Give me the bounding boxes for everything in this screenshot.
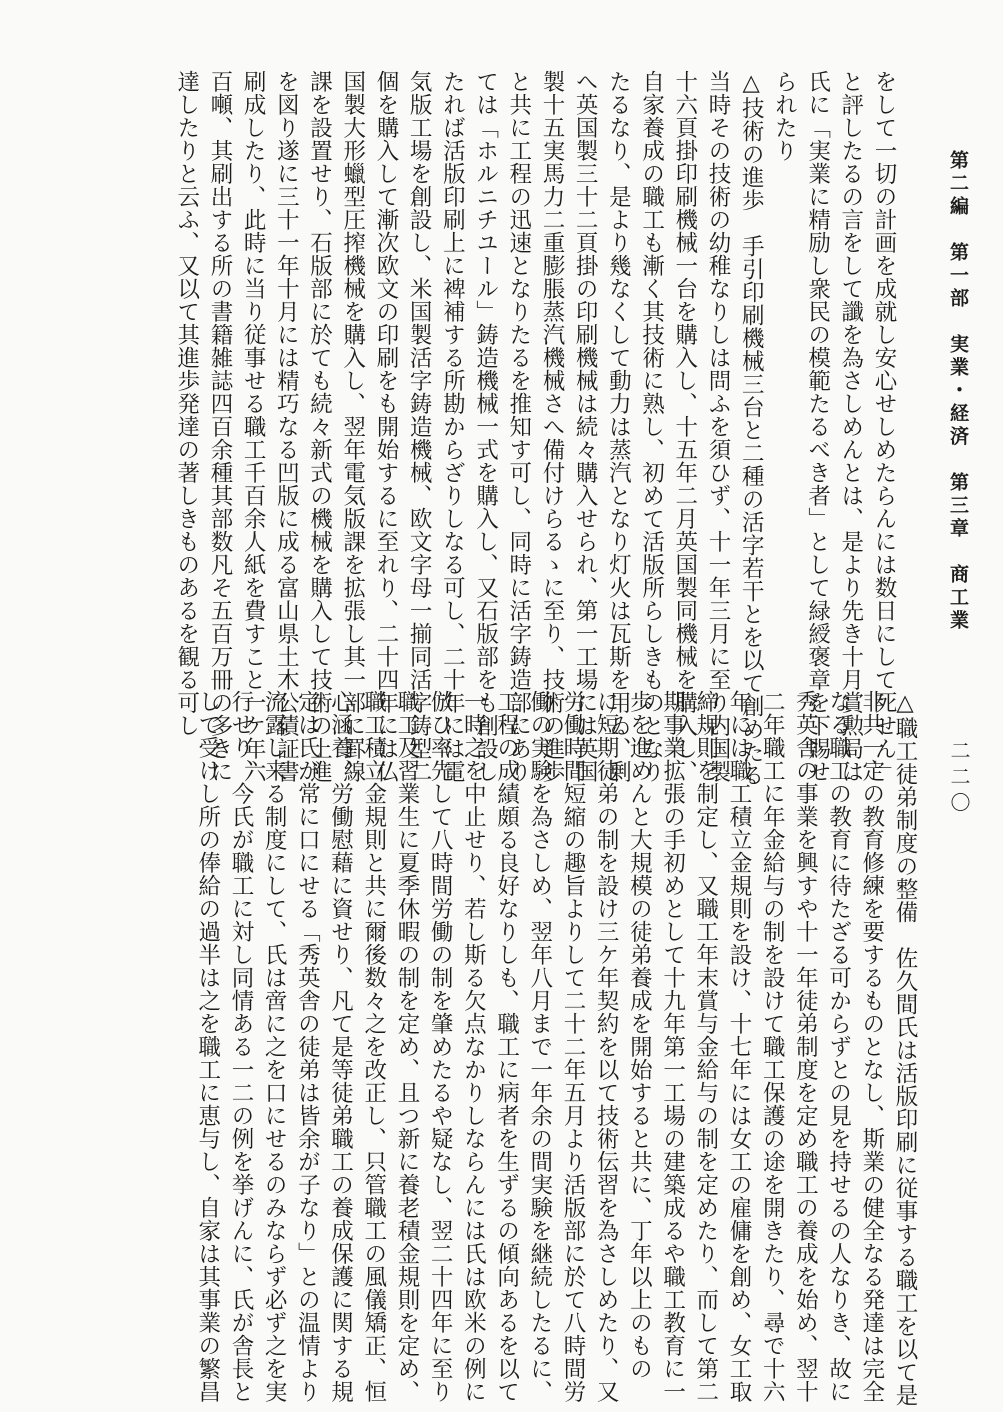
text-line: たれば活版印刷上に裨補する所勘からざりしなる可し、二十年には電 (439, 70, 466, 783)
text-line: ては「ホルニチユール」鋳造機械一式を購入し、又石版部をも創設し (472, 70, 499, 783)
text-line: 労働時間短縮の趣旨よりして二十二年五月より活版部に於て八時間労 (559, 690, 586, 1403)
text-line: 職工及習業生に夏季休暇の制を定め、且つ新に養老積金規則を定め、 (393, 690, 420, 1403)
text-line: 働の実験を為さしめ、翌年八月まで一年余の間実験を継続したるに、 (526, 690, 553, 1403)
text-line: 百噸、其刷出する所の書籍雑誌四百余種其部数凡そ五百万冊の多きに (206, 70, 233, 783)
text-line: と評したるの言をして讖を為さしめんとは、是より先き十月賞勲局は (837, 70, 864, 783)
text-line: 流露し来る制度にして、氏は啻に之を口にせるのみならず必ず之を実 (261, 690, 288, 1403)
lower-text-block (191, 690, 921, 1407)
upper-text-block (170, 70, 900, 787)
text-line: 気版工場を創設し、米国製活字鋳造機械、欧文字母一揃同活字鋳型二 (406, 70, 433, 783)
text-line: へ英国製三十二頁掛の印刷機械は続々購入せられ、第一工場には英国 (572, 70, 599, 783)
text-line: 二年職工に年金給与の制を設けて職工保護の途を開きたり、尋で十六 (759, 690, 786, 1403)
text-line: 締規則を制定し、又職工年末賞与金給与の制を定めたり、而して第二 (692, 690, 719, 1403)
text-line: 自家養成の職工も漸く其技術に熟し、初めて活版所らしきものとなり (638, 70, 665, 783)
text-line: 氏に「実業に精励し衆民の模範たるべき者」として緑綬褒章を下賜せ (804, 70, 831, 783)
text-line: 個を購入して漸次欧文の印刷をも開始するに至れり、二十四年には仏 (372, 70, 399, 783)
text-line: 課を設置せり、石版部に於ても続々新式の機械を購入して技術の上進 (306, 70, 333, 783)
section-heading-apprentice-system: △職工徒弟制度の整備 佐久間氏は活版印刷に従事する職工を以て是 (892, 690, 918, 1407)
text-line: をして一切の計画を成就し安心せしめたらんには数日にして死せん」 (871, 70, 897, 783)
page-number: 二二〇 (947, 740, 971, 818)
text-line: 歩を進めんと大規模の徒弟養成を開始すると共に、丁年以上のもの (626, 690, 653, 1380)
text-line: 倣ひ率先して八時間労働の制を肇めたるや疑なし、翌二十四年に至り (427, 690, 454, 1403)
text-line: と共に工程の迅速となりたるを推知す可し、同時に活字鋳造部にあり (505, 70, 532, 783)
text-line: 非共一定の教育修練を要するものとなし、斯業の健全なる発達は完全 (858, 690, 885, 1403)
text-line: 期事業拡張の手初めとして十九年第一工場の建築成るや職工教育に一 (659, 690, 686, 1403)
text-line: 製十五実馬力二重膨脹蒸汽機械さへ備付けらるゝに至り、技術の進歩 (538, 70, 565, 783)
text-line: に短期徒弟の制を設け三ケ年契約を以て技術伝習を為さしめたり、又 (593, 690, 620, 1403)
text-line: 十六頁掛印刷機械一台を購入し、十五年二月英国製同機械を購入し、 (671, 70, 698, 783)
text-line: 年には職工積立金規則を設け、十七年には女工の雇傭を創め、女工取 (725, 690, 752, 1403)
text-line: して受けし所の俸給の過半は之を職工に恵与し、自家は其事業の繁昌 (194, 690, 221, 1403)
text-line: 定は氏が常に口にせる「秀英舎の徒弟は皆余が子なり」との温情より (294, 690, 321, 1403)
text-line: 職工積立金規則と共に爾後数々之を改正し、只管職工の風儀矯正、恒 (360, 690, 387, 1403)
text-line: を図り遂に三十一年十月には精巧なる凹版に成る富山県土木公債証書 (273, 70, 300, 783)
text-line: 行せり、今氏が職工に対し同情ある一二の例を挙げんに、氏が舎長と (227, 690, 254, 1403)
text-line: 達したりと云ふ、又以て其進歩発達の著しきものあるを観る可し (173, 70, 200, 737)
text-line: 当時その技術の幼稚なりしは問ふを須ひず、十一年三月に至り内国製 (704, 70, 731, 783)
text-line: たるなり、是より幾なくして動力は蒸汽となり灯火は瓦斯を用ゐ、剰 (605, 70, 632, 783)
text-line: 刷成したり、此時に当り従事せる職工千百余人紙を費すこと一ケ年六 (240, 70, 267, 783)
text-line: られたり (771, 70, 798, 162)
running-header: 第二編 第一部 実業・経済 第三章 商工業 (947, 150, 969, 633)
text-line: 秀英舎の事業を興すや十一年徒弟制度を定め職工の養成を始め、翌十 (792, 690, 819, 1403)
text-line: 国製大形蠟型圧搾機械を購入し、翌年電気版課を拡張し其一部に罫線 (339, 70, 366, 783)
text-line: なる職工の教育に待たざる可からずとの見を持せるの人なりき、故に (825, 690, 852, 1403)
text-line: 一時之を中止せり、若し斯る欠点なかりしならんには氏は欧米の例に (460, 690, 487, 1403)
text-line: 工程の成績頗る良好なりしも、職工に病者を生ずるの傾向あるを以て (493, 690, 520, 1403)
section-heading-technical-progress: △技術の進歩 手引印刷機械三台と二種の活字若干とを以て創めたる (738, 70, 765, 787)
text-line: 心涵養、労働慰藉に資せり、凡て是等徒弟職工の養成保護に関する規 (327, 690, 354, 1403)
